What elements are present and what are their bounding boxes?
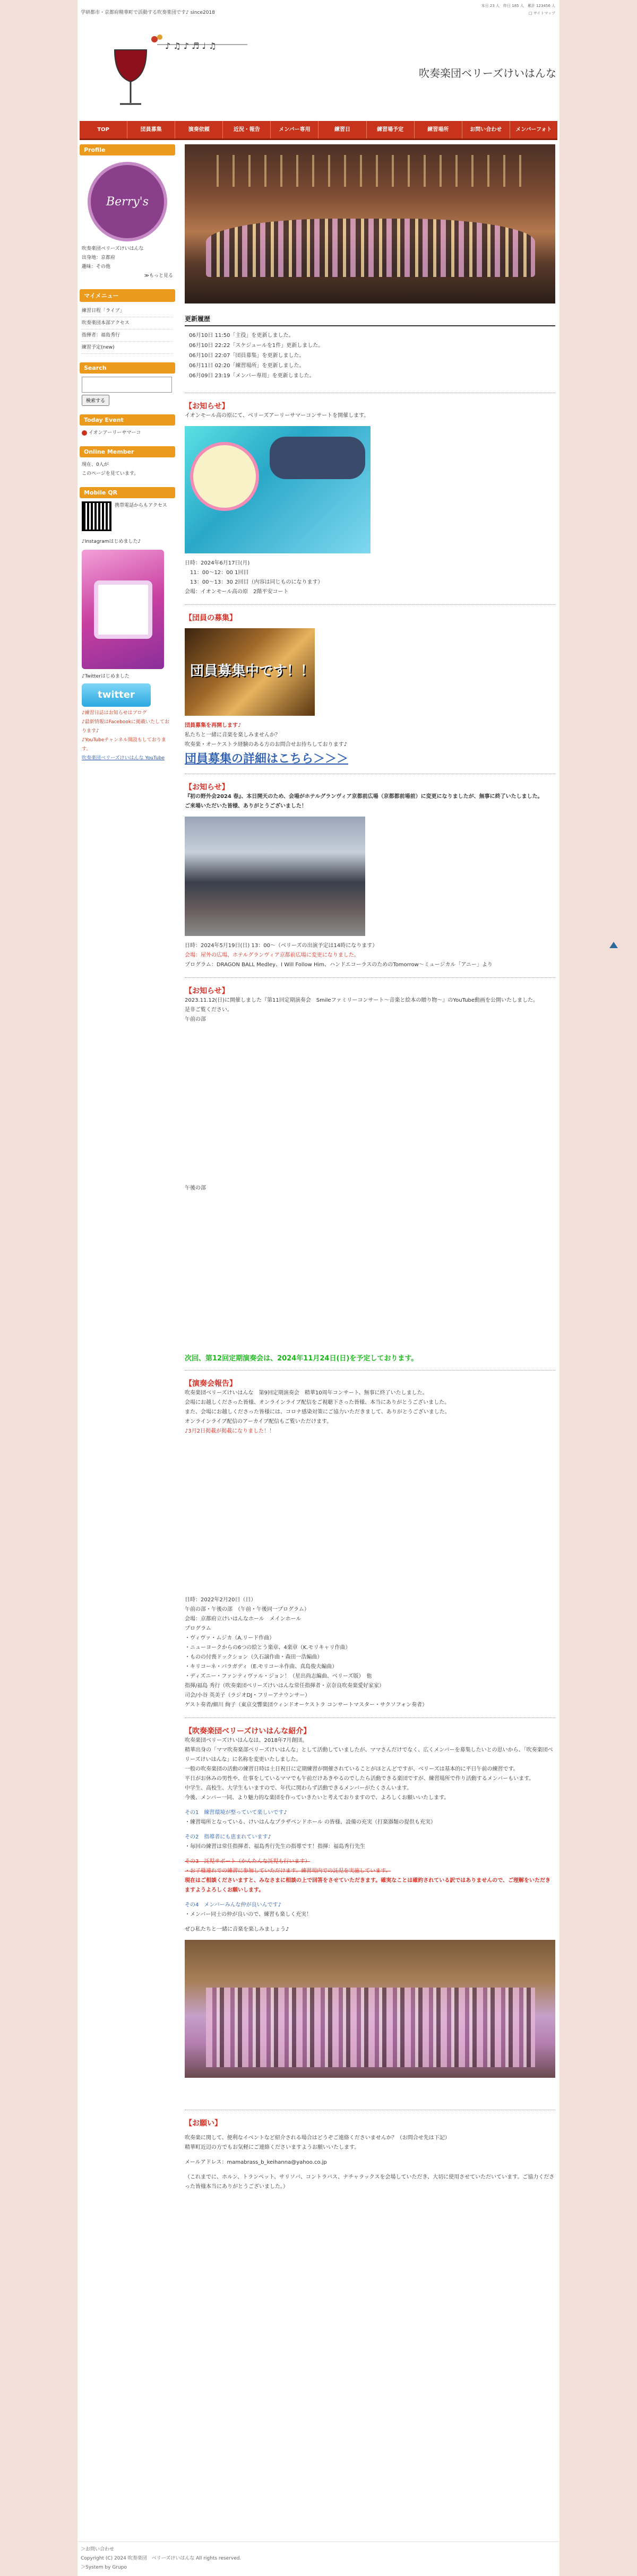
online-line: このページを見ています。 [82,471,139,476]
program-line: ・ニューヨークからの6つの絵とう楽章、4楽章（K.モリキャリ作曲） [185,1645,351,1651]
program-line: 司会/小谷 英美子（ラジオDJ・フリーアナウンサー） [185,1693,311,1698]
nav-request[interactable]: 演奏依頼 [175,121,223,138]
contact-line: 吹奏楽に関して、便利なイベントなど紹介される場合はどうぞご連絡くださいませんか？（お問合せ先は下記） [185,2135,450,2141]
footer [78,2542,559,2576]
contact-note: （これまでに、ホルン、トランペット、サリソバ、コントラバス、ナチャラックスを会場していただき、大切に使用させていただいています。ご協力くださった皆様本当にありがとうございました。） [185,2174,555,2190]
main-content [185,144,555,2192]
my-menu-heading: マイメニュー [80,289,175,302]
sidebar [80,144,175,766]
outdoor-concert-photo [185,817,365,936]
hero-concert-photo [185,144,555,303]
notice2-info: プログラム：DRAGON BALL Medley、I Will Follow Him、ハンドエコーラスのためのTomorrow〜ミュージカル「アニー」より [185,962,493,968]
svg-text:♪ ♫ ♪ ♬ ♩ ♫: ♪ ♫ ♪ ♬ ♩ ♫ [165,41,217,51]
stage-band [206,219,535,277]
recruit-image-text: 団員募集中です！！ [190,663,315,679]
twitter-text: ♪Twitterはじめました [82,674,130,679]
tagline: 学研都市・京都府精華町で活動する吹奏楽団です♪ since2018 [81,10,215,15]
intro-conductor-title: その2 指導者にも恵まれています♪ [185,1834,271,1840]
poster-badge [190,442,259,511]
page-top-arrow-icon[interactable] [609,942,618,948]
online-box [80,457,175,482]
youtube-line: ♪YouTubeチャンネル開設もしております。 [82,738,166,752]
qr-code-icon [82,501,111,531]
access-counter: 本日 23 人 昨日 185 人 累計 123456 人 [481,4,555,8]
profile-line: 趣味：その他 [82,264,111,270]
search-box [80,374,175,409]
update-item[interactable]: 06月10日 22:07「団員募集」を更新しました。 [189,353,305,359]
report-extra: ♪3月2日掲載が掲載になりました！！ [185,1428,275,1434]
notice1-detail: 11：00〜12：00 1回目 [185,570,249,576]
top-bar [78,0,559,21]
search-button[interactable]: 検索する [82,395,109,406]
report-title: 【演奏会報告】 [185,1380,237,1388]
nav-members[interactable]: メンバー専用 [271,121,318,138]
profile-logo [88,162,167,241]
program-line: ・ものの付喪ドックション（久石譲作曲・森田一浩編曲） [185,1654,323,1660]
program-line: ・ヴィヴァ・ムジカ（A.リード作曲） [185,1635,275,1641]
facebook-line[interactable]: ♪最新情報はFacebookに掲載いたしております♪ [82,719,170,734]
next-concert-text: 次回、第12回定期演奏会は、2024年11月24日(日)を予定しております。 [185,1355,418,1363]
update-item[interactable]: 06月10日 11:50「主役」を更新しました。 [189,333,294,339]
online-line: 現在、0人が [82,462,109,467]
recruit-detail-link[interactable]: 団員募集の詳細はこちら＞＞＞ [185,752,349,766]
program-line: 日時：2022年2月20日（日） [185,1597,256,1603]
program-line: ・キリコーネ・バラガディ（E.モリコーネ作曲、真島俊夫編曲） [185,1664,338,1670]
nav-photos[interactable]: メンバーフォト [515,127,552,133]
recruit-image [185,628,315,716]
nav-practice-day[interactable]: 練習日 [318,121,366,138]
site-title: 吹奏楽団ベリーズけいはんな [419,67,556,80]
closing-text: ぜひ私たちと一緒に音楽を楽しみましょう♪ [185,1927,289,1932]
divider [185,604,555,605]
notice1-detail: 会場：イオンモール高の原 2階平安コート [185,589,289,595]
profile-heading: Profile [80,144,175,155]
update-item[interactable]: 06月09日 23:19「メンバー専用」を更新しました。 [189,373,315,379]
search-heading: Search [80,362,175,374]
notice1-title: 【お知らせ】 [185,402,229,411]
sitemap-link[interactable]: □ サイトマップ [528,11,555,15]
online-heading: Online Member [80,446,175,457]
notice3-line: 午前の部 [185,1017,206,1022]
intro-line: 中学生、高校生、大学生もいますので、年代に関わらず活動できるメンバーがたくさんいます。 [185,1785,412,1791]
profile-box [80,155,175,284]
nav-practice-place[interactable]: 練習場所 [415,121,462,138]
blog-line[interactable]: ♪練習日誌はお知らせはブログ [82,710,147,716]
today-event-heading: Today Event [80,414,175,426]
today-event [80,426,175,441]
search-input[interactable] [82,377,172,393]
group-photo-members [206,1988,535,2067]
video-placeholder-afternoon[interactable] [185,1193,555,1352]
notice1-detail: 日時：2024年6月17日(月) [185,560,250,566]
program-line: ・ディズニー・ファンティヴァル・ジョン！（星出尚志編曲、ベリーズ版） 他 [185,1673,372,1679]
update-item[interactable]: 06月11日 02:20「練習場所」を更新しました。 [189,363,305,369]
mobile-qr-box [80,498,175,534]
qr-inner-icon [94,580,152,639]
concert-poster [185,426,371,553]
program-line: プログラム [185,1626,211,1632]
afternoon-label: 午後の部 [185,1185,206,1191]
footer-system-link[interactable]: ＞System by Grupo [81,2565,127,2570]
intro-line: 吹奏楽団ベリーズけいはんなは、2018年7月創団。 [185,1738,308,1744]
notice2-line: ご来場いただいた皆様、ありがとうございました！ [185,803,307,809]
contact-email[interactable]: メールアドレス：mamabrass_b_keihanna@yahoo.co.jp [185,2159,327,2165]
strike-line: ・お子様連れでの練習に参加していただけます。練習場内での託児を実施しています。 [185,1868,391,1874]
divider [185,977,555,978]
group-photo [185,1940,555,2078]
recruit-line: 吹奏楽・オーケストラ経験のある方のお問合せお待ちしております♪ [185,742,347,748]
top-links [481,2,555,17]
header [78,21,559,119]
logo-glass-icon [93,23,253,114]
notice2-title: 【お知らせ】 [185,783,229,792]
notice3-line: 是非ご覧ください。 [185,1007,233,1013]
logo-text: Berry's [106,195,149,209]
mobile-qr-heading: Mobile QR [80,487,175,498]
recruit-line: 私たちと一緒に音楽を楽しみませんか？ [185,732,280,738]
nav-practice-schedule[interactable]: 練習場予定 [367,121,415,138]
intro-member-title: その4 メンバーみんな仲が良いんです♪ [185,1902,282,1908]
mobile-qr-text: 携帯電話からもアクセス [115,503,167,508]
contact-title: 【お願い】 [185,2119,222,2128]
notice1-text: イオンモール高の原にて、ベリーズアーリーサマーコンサートを開催します。 [185,413,369,419]
updates-heading: 更新履歴 [185,314,555,326]
social-box [80,534,175,766]
my-menu [80,302,175,357]
intro-support-text: ・練習場所となっている、けいはんなプラザベンドホール の皆様、設備の充実（打楽器類の提供も充実） [185,1819,436,1825]
global-nav [80,121,557,140]
event-dot-icon [82,430,87,436]
my-menu-item[interactable]: 吹奏楽団本部アクセス [82,317,173,329]
video-placeholder-morning[interactable] [185,1025,555,1184]
report-line: 吹奏楽団ベリーズけいはんな 第9回定期演奏会 精華10周年コンサート、無事に終了いたしました。 [185,1390,428,1396]
intro-line: 平日がお休みの男性や、仕事をしているママでも午前だけあきやるのでしたら活動できる楽団ですが、練習場所で作り活動するメンバーもいます。 [185,1776,535,1782]
notice3-title: 【お知らせ】 [185,987,229,995]
strike-line: 現在はご相談くださいますと、みなさまに相談の上で回答をさせていただきます。確実なことは確約されている訳ではありませんので、ご理解をいただきますようよろしくお願いします。 [185,1878,550,1893]
stage-lights [217,155,524,187]
program-line: 午前の部・午後の部 （午前・午後同一プログラム） [185,1607,309,1612]
instagram-text: ♪Instagramはじめました♪ [82,539,141,544]
program-line: 会場：京都府立けいはんなホール メインホール [185,1616,302,1622]
report-line: オンラインライブ配信のアーカイブ配信もご覧いただけます。 [185,1419,332,1425]
footer-contact-link[interactable]: ＞お問い合わせ [81,2547,115,2552]
intro-conductor-text: ・毎回の練習は常任指揮者、福島秀行先生の指導です！指揮：福島秀行先生 [185,1844,365,1850]
nav-top[interactable]: TOP [80,121,127,138]
recruit-line: 団員募集を再開します♪ [185,723,242,728]
update-item[interactable]: 06月10日 22:22「スケジュールを1件」更新しました。 [189,343,324,349]
report-video-placeholder[interactable] [185,1436,555,1595]
twitter-banner-icon[interactable]: twitter [82,683,151,707]
recruit-title: 【団員の募集】 [185,614,237,622]
profile-line: 出身地：京都府 [82,255,116,261]
strike-title: その3 託児サポート（かんたんな託児も行います） [185,1859,311,1864]
my-menu-item[interactable]: 練習予定(new) [82,342,173,354]
profile-more-link[interactable]: ≫もっと見る [144,273,173,279]
today-event-item[interactable]: イオンアーリーサマーコ [88,430,141,436]
notice2-line: 『初の野外会2024 春』、本日開天のため、会場がホテルグランヴィア京都前広場（京都都前場前）に変更になりましたが、無事に終了いたしました。 [185,794,543,800]
intro-line: 精華出身の「ママ吹奏楽部ベリーズけいはんな」として活動していましたが、ママさんだけでなく、広くメンバーを募集したいとの思いから、「吹奏楽団ベリーズけいはんな」に名称を変更いたしました。 [185,1747,553,1763]
poster-photo [270,437,365,479]
instagram-qr-icon[interactable] [82,550,164,669]
updates-list [185,326,555,385]
notice3-line: 2023.11.12(日)に開催しました『第11回定期演奏会 Smileファミリーコンサート〜音楽と絵本の贈り物〜』のYouTube動画を公開いたしました。 [185,998,539,1003]
intro-line: 一般の吹奏楽団の活動の練習日時は土日祝日に定期練習が開催されていることがほとんどですが、ベリーズは基本的に平日午前の練習です。 [185,1766,519,1772]
my-menu-item[interactable]: 指揮者：福島秀行 [82,329,173,342]
notice2-info: 会場：屋外の広場、ホテルグランヴィア京都前広場に変更になりました。 [185,952,359,958]
nav-contact[interactable]: お問い合わせ [462,121,510,138]
report-line: 会場にお越しくださった皆様、オンラインライブ配信をご視聴下さった皆様、本当にありがとうございました。 [185,1400,450,1406]
youtube-link[interactable]: 吹奏楽団ベリーズけいはんな YouTube [82,756,165,761]
notice2-info: 日時：2024年5月19日(日) 13：00〜（ベリーズの出演予定は14時になります） [185,943,378,949]
intro-line: 今後、メンバー一同、より魅力的な楽団を作っていきたいと考えておりますので、よろしくお願いいたします。 [185,1795,450,1801]
nav-report[interactable]: 近況・報告 [223,121,271,138]
profile-line: 吹奏楽団ベリーズけいはんな [82,246,144,251]
report-line: また、会場にお越しくださった皆様には、コロナ感染対策にご協力いただきまして、ありがとうございました。 [185,1409,450,1415]
contact-line: 精華町近辺の方でもお気軽にご連絡くださいますようお願いいたします。 [185,2145,360,2150]
intro-support-title: その1 練習環境が整っていて楽しいです♪ [185,1810,287,1816]
intro-title: 【吹奏楽団ベリーズけいはんな紹介】 [185,1727,311,1736]
my-menu-item[interactable]: 練習日程「ライブ」 [82,305,173,317]
page [78,0,559,2576]
program-line: ゲスト奏者/細川 絢子（東京交響楽団ウィンドオーケストラ コンサートマスター・サクソフォン奏者） [185,1702,428,1708]
program-line: 指揮/福島 秀行（吹奏楽団ベリーズけいはんな常任指揮者・京奈良吹奏楽愛好家家） [185,1683,385,1689]
intro-member-text: ・メンバー同士の仲が良いので、練習も楽しく充実！ [185,1912,312,1918]
nav-recruit[interactable]: 団員募集 [127,121,175,138]
footer-copyright: Copyright (C) 2024 吹奏楽団 ベリーズけいはんな All rights reserved. [81,2556,242,2561]
divider [185,1370,555,1371]
notice1-detail: 13：00〜13：30 2回目（内容は同じものになります） [185,579,323,585]
